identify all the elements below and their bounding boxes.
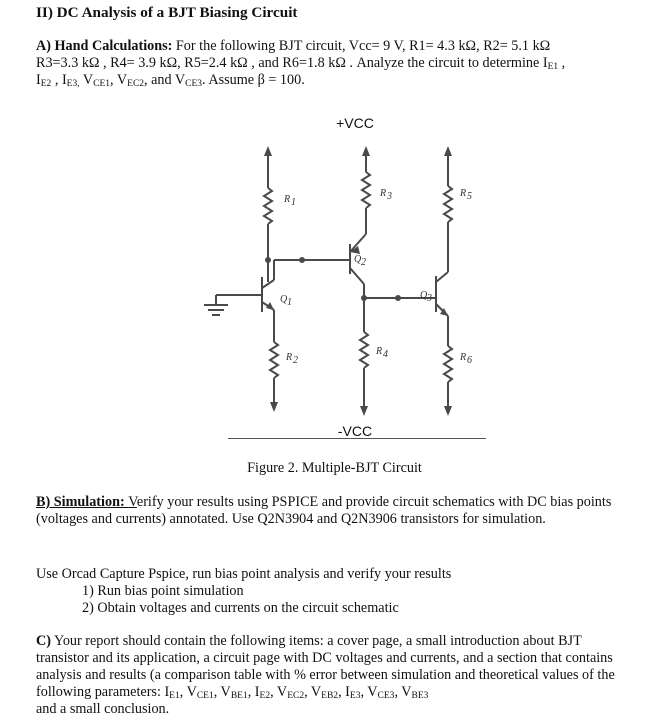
part-a-line1: For the following BJT circuit, Vcc= 9 V, R1= 4.3 kΩ, R2= 5.1 kΩ — [172, 38, 551, 54]
q2-label: Q — [354, 254, 362, 265]
part-a-paragraph: A) Hand Calculations: For the following BJT circuit, Vcc= 9 V, R1= 4.3 kΩ, R2= 5.1 kΩ R3=3.3 kΩ , R4= 3.9 kΩ, R5=2.4 kΩ , and R6=1.8 kΩ . Analyze the circuit to determine $I_{E1}$ , $I_{E2}$ , $I_{E3,}$ $V_{CE1}$, $V_{EC2}$, and $V_{CE3}$. Assume β = 100. — [36, 38, 566, 89]
orcad-step-2: 2) Obtain voltages and currents on the circuit schematic — [82, 600, 399, 616]
orcad-instructions — [36, 566, 636, 617]
part-b-text: erify your results using PSPICE and provide circuit schematics with DC bias points (voltages and currents) annotated. Use Q2N3904 and Q2N3906 transistors for simulation. — [36, 494, 612, 527]
r3-label: R — [380, 188, 387, 199]
part-c-paragraph: C) Your report should contain the following items: a cover page, a small introduction about BJT transistor and its application, a circuit page with DC voltages and currents, and a section that contains analysis and results (a comparison table with % error between simulation and theoretical values of the following parameters: $I_{E1}$, $V_{CE1}$, $V_{BE1}$, $I_{E2}$, $V_{EC2}$, $V_{EB2}$, $I_{E3}$, $V_{CE3}$, $V_{BE3}$ and a small conclusion. — [36, 633, 636, 718]
svg-text:3: 3 — [427, 293, 432, 304]
section-title: II) DC Analysis of a BJT Biasing Circuit — [36, 4, 298, 21]
r4-label: R — [376, 346, 383, 357]
part-c-heading: C) — [36, 633, 51, 649]
r5-label: R — [460, 188, 467, 199]
orcad-step-1: 1) Run bias point simulation — [82, 583, 244, 599]
part-a-heading: A) Hand Calculations: — [36, 38, 173, 54]
figure-divider — [228, 438, 486, 439]
neg-vcc-label: -VCC — [337, 423, 373, 438]
part-b-heading: B) Simulation: — [36, 494, 129, 510]
svg-text:2: 2 — [361, 257, 366, 268]
q1-label: Q — [280, 294, 288, 305]
svg-text:5: 5 — [467, 191, 472, 202]
svg-text:1: 1 — [291, 197, 296, 208]
svg-text:4: 4 — [383, 349, 388, 360]
r1-label: R — [284, 194, 291, 205]
part-a-line2: R3=3.3 kΩ , R4= 3.9 kΩ, R5=2.4 kΩ , and R6=1.8 kΩ . Analyze the circuit to determine I — [36, 55, 548, 71]
q3-label: Q — [420, 290, 428, 301]
r2-label: R — [286, 352, 293, 363]
svg-text:1: 1 — [287, 297, 292, 308]
svg-text:3: 3 — [387, 191, 392, 202]
part-c-closing: and a small conclusion. — [36, 701, 170, 717]
svg-text:6: 6 — [467, 355, 472, 366]
part-c-text: Your report should contain the following items: a cover page, a small introduction about BJT transistor and its application, a circuit page with DC voltages and currents, and a section that contains analysis and results (a comparison table with % error between simulation and theoretical values of the following parameters: — [36, 633, 615, 700]
orcad-intro: Use Orcad Capture Pspice, run bias point analysis and verify your results — [36, 566, 452, 582]
vcc-label: +VCC — [336, 115, 374, 131]
figure-caption: Figure 2. Multiple-BJT Circuit — [247, 460, 422, 476]
r6-label: R — [460, 352, 467, 363]
part-a-line3: . Assume β = 100. — [202, 72, 305, 88]
svg-text:2: 2 — [293, 355, 298, 366]
part-b-paragraph: B) Simulation: Verify your results using PSPICE and provide circuit schematics with DC bias points (voltages and currents) annotated. Use Q2N3904 and Q2N3906 transistors for simulation. — [36, 494, 612, 527]
circuit-diagram — [180, 112, 490, 438]
